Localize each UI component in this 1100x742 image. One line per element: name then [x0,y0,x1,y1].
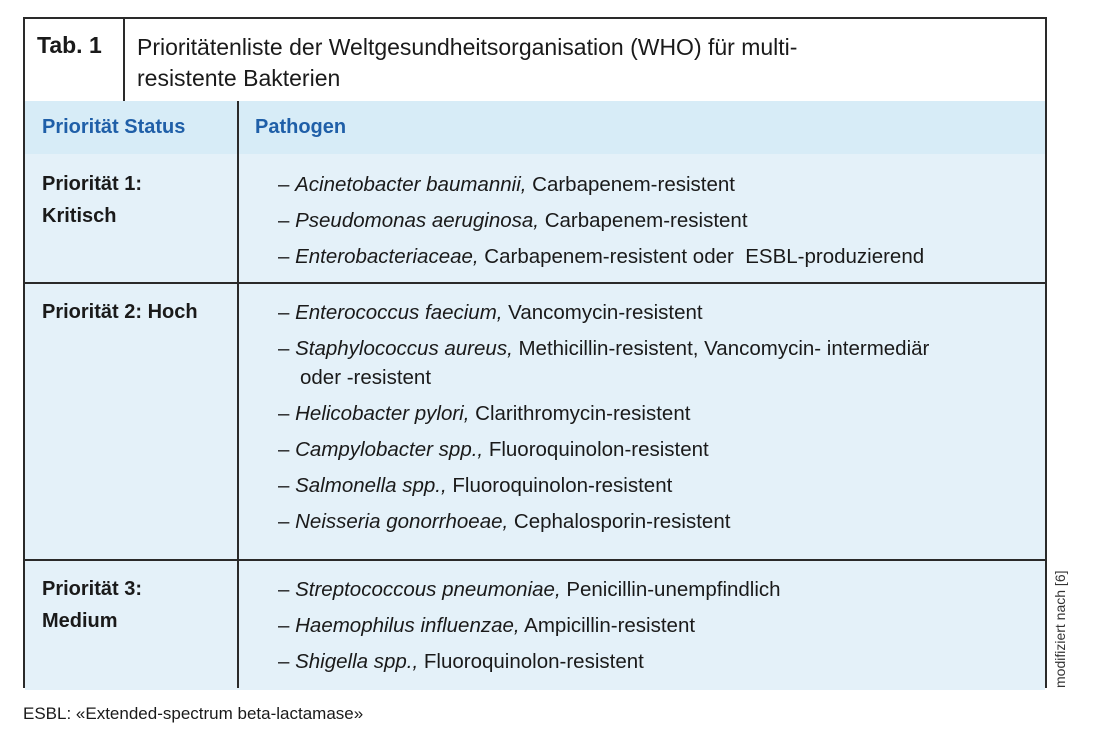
table-title-line-2: resistente Bakterien [137,65,341,91]
resistance-note: Ampicillin-resistent [519,614,696,637]
organism-name: Neisseria gonorrhoeae, [295,510,509,533]
organism-name: Pseudomonas aeruginosa, [295,209,539,232]
bullet: – [278,209,290,232]
table-row-priority-1 [25,154,1045,284]
pathogen-item [278,507,1035,536]
bullet: – [278,173,290,196]
source-note: modifiziert nach [6] [1052,570,1068,688]
bullet: – [278,578,290,601]
resistance-note: Vancomycin-resistent [502,301,703,324]
bullet: – [278,301,290,324]
table-label: Tab. 1 [25,19,125,101]
pathogen-item [278,334,1035,392]
resistance-note: Carbapenem-resistent [539,209,748,232]
resistance-note: Fluoroquinolon-resistent [446,474,673,497]
bullet: – [278,402,290,425]
table-title [137,32,1017,94]
organism-name: Enterobacteriaceae, [295,245,479,268]
status-line-2: Kritisch [42,205,117,227]
organism-name: Streptococcous pneumoniae, [295,578,561,601]
status-line-1: Priorität 1: [42,173,143,195]
footnote: ESBL: «Extended-spectrum beta-lactamase» [23,704,364,723]
resistance-note: Carbapenem-resistent oder ESBL-produzierend [478,245,925,268]
bullet: – [278,438,290,461]
resistance-note: Clarithromycin-resistent [469,402,691,425]
resistance-note-continued: oder -resistent [300,366,432,389]
organism-name: Haemophilus influenzae, [295,614,520,637]
pathogen-list [278,298,1035,536]
resistance-note: Penicillin-unempfindlich [560,578,781,601]
status-line-1: Priorität 2: Hoch [42,301,198,323]
organism-name: Acinetobacter baumannii, [295,173,527,196]
pathogen-item [278,611,1035,640]
column-divider [237,101,239,688]
bullet: – [278,245,290,268]
table-row-priority-3 [25,559,1045,690]
header-pathogen: Pathogen [255,116,347,138]
status-cell [42,573,142,637]
pathogen-item [278,242,1035,271]
pathogen-item [278,399,1035,428]
bullet: – [278,650,290,673]
table-title-line-1: Prioritätenliste der Weltgesundheitsorganisation (WHO) für multi- [137,34,798,60]
pathogen-item [278,435,1035,464]
bullet: – [278,337,290,360]
pathogen-item [278,298,1035,327]
resistance-note: Carbapenem-resistent [526,173,735,196]
organism-name: Campylobacter spp., [295,438,484,461]
organism-name: Enterococcus faecium, [295,301,503,324]
pathogen-item [278,206,1035,235]
resistance-note: Fluoroquinolon-resistent [483,438,709,461]
status-cell [42,168,142,232]
resistance-note: Fluoroquinolon-resistent [418,650,644,673]
bullet: – [278,614,290,637]
organism-name: Helicobacter pylori, [295,402,470,425]
resistance-note: Methicillin-resistent, Vancomycin- intermediär [512,337,930,360]
table-row-priority-2 [25,282,1045,563]
pathogen-item [278,575,1035,604]
table-header-row [25,101,1045,156]
status-cell [42,296,198,328]
pathogen-list [278,575,1035,676]
bullet: – [278,474,290,497]
header-status: Priorität Status [42,116,186,138]
resistance-note: Cephalosporin-resistent [508,510,731,533]
organism-name: Salmonella spp., [295,474,447,497]
organism-name: Staphylococcus aureus, [295,337,513,360]
pathogen-list [278,170,1035,271]
pathogen-item [278,471,1035,500]
table-caption [25,19,1045,103]
pathogen-item [278,647,1035,676]
status-line-2: Medium [42,610,118,632]
pathogen-item [278,170,1035,199]
priority-table [23,17,1047,688]
organism-name: Shigella spp., [295,650,419,673]
bullet: – [278,510,290,533]
status-line-1: Priorität 3: [42,578,143,600]
